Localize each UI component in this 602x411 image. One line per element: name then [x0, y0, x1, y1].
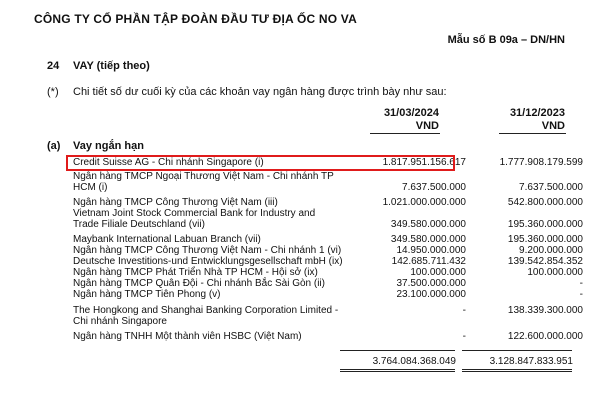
balance-2023: 122.600.000.000: [507, 331, 583, 342]
subsection-title: Vay ngắn hạn: [73, 140, 144, 152]
balance-2024: 100.000.000: [410, 267, 466, 278]
balance-2024: 349.580.000.000: [390, 219, 466, 230]
balance-2024: 37.500.000.000: [396, 278, 466, 289]
column-header-rule: [370, 133, 440, 134]
total-rule-top: [340, 350, 455, 351]
form-number: Mẫu số B 09a – DN/HN: [447, 34, 565, 46]
company-name: CÔNG TY CỔ PHẦN TẬP ĐOÀN ĐẦU TƯ ĐỊA ỐC NO VA: [34, 12, 357, 26]
lender-name: Credit Suisse AG - Chi nhánh Singapore (i): [73, 157, 264, 168]
lender-name: Ngân hàng TNHH Một thành viên HSBC (Việt Nam): [73, 331, 302, 342]
balance-2023: 195.360.000.000: [507, 234, 583, 245]
balance-2023: 195.360.000.000: [507, 219, 583, 230]
lender-name: Maybank International Labuan Branch (vii): [73, 234, 261, 245]
total-2023: 3.128.847.833.951: [489, 356, 573, 367]
total-rule-top: [462, 350, 572, 351]
balance-2023: 542.800.000.000: [507, 197, 583, 208]
balance-2024: 349.580.000.000: [390, 234, 466, 245]
balance-2024: 7.637.500.000: [402, 182, 466, 193]
column-header-q1-2024: [384, 107, 439, 133]
balance-2023: 7.637.500.000: [519, 182, 583, 193]
lender-name: Ngân hàng TMCP Công Thương Việt Nam (iii): [73, 197, 278, 208]
balance-2023: -: [579, 289, 583, 300]
balance-2023: 138.339.300.000: [507, 305, 583, 316]
column-header-fy-2023: [510, 107, 565, 133]
column-date: 31/12/2023: [509, 107, 565, 119]
lender-name: Ngân hàng TMCP Tiên Phong (v): [73, 289, 221, 300]
total-rule-bottom: [462, 371, 572, 372]
section-intro: Chi tiết số dư cuối kỳ của các khoản vay ngân hàng được trình bày như sau:: [73, 86, 447, 98]
balance-2024: 1.021.000.000.000: [382, 197, 466, 208]
total-rule-bottom: [340, 369, 455, 370]
total-2024: 3.764.084.368.049: [372, 356, 456, 367]
section-number: 24: [47, 60, 60, 72]
total-rule-bottom: [462, 369, 572, 370]
subsection-letter: (a): [47, 140, 61, 152]
column-unit: VND: [415, 120, 439, 132]
balance-2024: -: [462, 305, 466, 316]
balance-2023: -: [579, 278, 583, 289]
lender-name: The Hongkong and Shanghai Banking Corporation Limited - Chi nhánh Singapore: [73, 305, 339, 327]
column-header-rule: [499, 133, 566, 134]
lender-name: Deutsche Investitions-und Entwicklungsgesellschaft mbH (ix): [73, 256, 343, 267]
balance-2023: 9.200.000.000: [519, 245, 583, 256]
total-rule-bottom: [340, 371, 455, 372]
lender-name: Ngân hàng TMCP Công Thương Việt Nam - Chi nhánh 1 (vi): [73, 245, 342, 256]
balance-2024: 142.685.711.432: [391, 256, 466, 267]
lender-name: Vietnam Joint Stock Commercial Bank for Industry and Trade Filiale Deutschland (vii): [73, 208, 316, 230]
lender-name: Ngân hàng TMCP Phát Triển Nhà TP HCM - Hội sở (ix): [73, 267, 318, 278]
note-marker: (*): [47, 86, 59, 98]
balance-2023: 100.000.000: [527, 267, 583, 278]
balance-2024: 14.950.000.000: [396, 245, 466, 256]
column-date: 31/03/2024: [383, 107, 439, 119]
balance-2023: 139.542.854.352: [507, 256, 583, 267]
balance-2024: 23.100.000.000: [396, 289, 466, 300]
lender-name: Ngân hàng TMCP Ngoại Thương Việt Nam - Chi nhánh TP HCM (i): [73, 171, 334, 193]
section-title: VAY (tiếp theo): [73, 60, 150, 72]
balance-2023: 1.777.908.179.599: [499, 157, 583, 168]
balance-2024: -: [462, 331, 466, 342]
lender-name: Ngân hàng TMCP Quân Đội - Chi nhánh Bắc Sài Gòn (ii): [73, 278, 325, 289]
balance-2024: 1.817.951.156.617: [382, 157, 466, 168]
column-unit: VND: [541, 120, 565, 132]
highlight-box: [66, 155, 455, 171]
